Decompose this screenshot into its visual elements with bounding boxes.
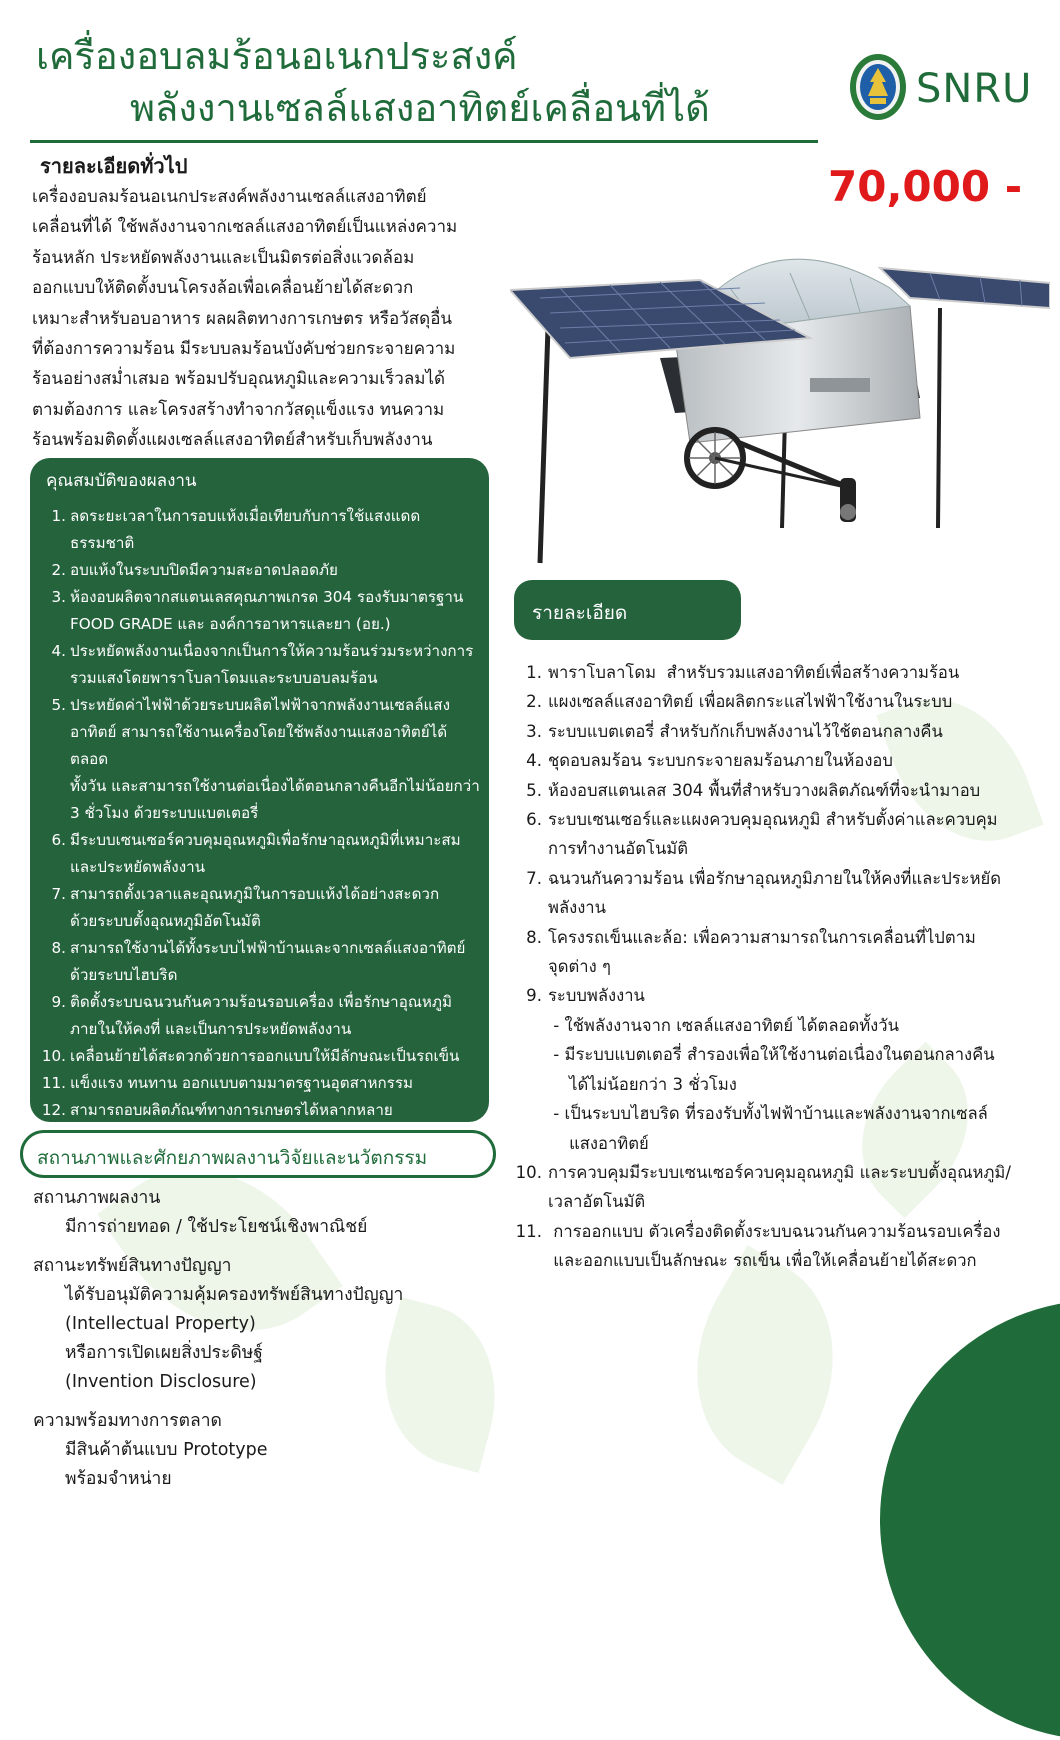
detail-text: พลังงาน xyxy=(548,898,606,918)
status-line: (Invention Disclosure) xyxy=(65,1372,257,1392)
detail-number: 7. xyxy=(526,868,542,888)
details-list xyxy=(508,658,1048,1276)
detail-item xyxy=(508,746,1048,775)
feature-text: สามารถอบผลิตภัณฑ์ทางการเกษตรได้หลากหลาย xyxy=(70,1101,393,1119)
status-line: มีสินค้าต้นแบบ Prototype xyxy=(65,1440,268,1460)
university-logo-text: SNRU xyxy=(916,66,1033,112)
feature-text: ติดตั้งระบบฉนวนกันความร้อนรอบเครื่อง เพื่อรักษาอุณหภูมิ xyxy=(70,993,452,1011)
detail-text: ระบบพลังงาน xyxy=(548,986,645,1006)
feature-text: อาทิตย์ สามารถใช้งานเครื่องโดยใช้พลังงานแสงอาทิตย์ได้ตลอด xyxy=(70,723,448,768)
feature-number: 3. xyxy=(51,588,66,606)
detail-number: 6. xyxy=(526,810,542,830)
detail-text: ได้ไม่น้อยกว่า 3 ชั่วโมง xyxy=(548,1074,737,1094)
feature-text: แข็งแรง ทนทาน ออกแบบตามมาตรฐานอุตสาหกรรม xyxy=(70,1074,413,1092)
status-heading-pill xyxy=(20,1130,496,1178)
title-divider xyxy=(30,140,818,143)
description-line: เหมาะสำหรับอบอาหาร ผลผลิตทางการเกษตร หรือวัสดุอื่น xyxy=(32,308,453,329)
price-label: 70,000 - xyxy=(828,162,1023,211)
section-gap xyxy=(33,1242,503,1252)
feature-text: ภายในให้คงที่ และเป็นการประหยัดพลังงาน xyxy=(70,1020,352,1038)
feature-item xyxy=(30,827,489,881)
feature-number: 6. xyxy=(51,831,66,849)
detail-number: 1. xyxy=(526,663,542,682)
feature-number: 10. xyxy=(41,1047,66,1065)
feature-number: 2. xyxy=(51,561,66,579)
feature-text: เคลื่อนย้ายได้สะดวกด้วยการออกแบบให้มีลักษณะเป็นรถเข็น xyxy=(70,1047,460,1065)
status-section xyxy=(33,1184,503,1494)
detail-text: ระบบแบตเตอรี่ สำหรับกักเก็บพลังงานไว้ใช้ตอนกลางคืน xyxy=(548,721,943,741)
feature-item xyxy=(30,1043,489,1070)
features-title: คุณสมบัติของผลงาน xyxy=(46,471,197,491)
detail-text: และออกแบบเป็นลักษณะ รถเข็น เพื่อให้เคลื่อนย้ายได้สะดวก xyxy=(548,1251,977,1271)
feature-text: ประหยัดค่าไฟฟ้าด้วยระบบผลิตไฟฟ้าจากพลังงานเซลล์แสง xyxy=(70,696,450,714)
detail-number: 11. xyxy=(515,1221,542,1241)
feature-item xyxy=(30,1070,489,1097)
detail-item xyxy=(508,776,1048,805)
detail-number: 3. xyxy=(526,721,542,741)
detail-number: 4. xyxy=(526,751,542,771)
detail-text: การควบคุมมีระบบเซนเซอร์ควบคุมอุณหภูมิ และระบบตั้งอุณหภูมิ/ xyxy=(548,1162,1011,1182)
feature-item xyxy=(30,935,489,989)
detail-item xyxy=(508,687,1048,716)
description-line: เคลื่อนที่ได้ ใช้พลังงานจากเซลล์แสงอาทิตย์เป็นแหล่งความ xyxy=(32,217,458,238)
detail-item xyxy=(508,1217,1048,1276)
detail-number: 9. xyxy=(526,986,542,1006)
detail-text: โครงรถเข็นและล้อ: เพื่อความสามารถในการเคลื่อนที่ไปตาม xyxy=(548,927,976,947)
detail-text: พาราโบลาโดม สำหรับรวมแสงอาทิตย์เพื่อสร้างความร้อน xyxy=(548,663,960,682)
detail-text: จุดต่าง ๆ xyxy=(548,957,611,977)
detail-item xyxy=(508,864,1048,923)
features-list xyxy=(30,503,489,1151)
detail-text: ห้องอบสแตนเลส 304 พื้นที่สำหรับวางผลิตภัณฑ์ที่จะนำมาอบ xyxy=(548,780,981,800)
feature-text: และประหยัดพลังงาน xyxy=(70,858,206,876)
detail-item xyxy=(508,717,1048,746)
features-panel xyxy=(30,458,489,1122)
status-subheading: สถานภาพผลงาน xyxy=(33,1188,161,1208)
feature-item xyxy=(30,881,489,935)
detail-text: เวลาอัตโนมัติ xyxy=(548,1192,646,1212)
feature-text: ทั้งวัน และสามารถใช้งานต่อเนื่องได้ตอนกลางคืนอีกไม่น้อยกว่า xyxy=(70,777,480,795)
feature-number: 7. xyxy=(51,885,66,903)
detail-text: ฉนวนกันความร้อน เพื่อรักษาอุณหภูมิภายในให้คงที่และประหยัด xyxy=(548,868,1002,888)
feature-text: มีระบบเซนเซอร์ควบคุมอุณหภูมิเพื่อรักษาอุณหภูมิที่เหมาะสม xyxy=(70,831,461,849)
feature-number: 11. xyxy=(41,1074,66,1092)
description-line: ออกแบบให้ติดตั้งบนโครงล้อเพื่อเคลื่อนย้ายได้สะดวก xyxy=(32,278,414,299)
feature-number: 12. xyxy=(41,1101,66,1119)
leaf-decoration xyxy=(653,1245,878,1485)
feature-item xyxy=(30,989,489,1043)
status-heading: สถานภาพและศักยภาพผลงานวิจัยและนวัตกรรม xyxy=(37,1147,428,1169)
feature-text: สามารถตั้งเวลาและอุณหภูมิในการอบแห้งได้อย่างสะดวก xyxy=(70,885,440,903)
detail-item xyxy=(508,805,1048,864)
feature-number: 8. xyxy=(51,939,66,957)
feature-text: สามารถใช้งานได้ทั้งระบบไฟฟ้าบ้านและจากเซลล์แสงอาทิตย์ xyxy=(70,939,466,957)
status-line: (Intellectual Property) xyxy=(65,1314,256,1334)
corner-decoration xyxy=(880,1300,1060,1740)
title-line-1: เครื่องอบลมร้อนอเนกประสงค์ xyxy=(36,34,518,78)
detail-item xyxy=(508,1158,1048,1217)
detail-item xyxy=(508,658,1048,687)
description-line: ตามต้องการ และโครงสร้างทำจากวัสดุแข็งแรง ทนความ xyxy=(32,399,445,420)
university-seal-icon xyxy=(848,52,908,122)
general-description xyxy=(32,182,502,456)
feature-text: FOOD GRADE และ องค์การอาหารและยา (อย.) xyxy=(70,615,391,633)
feature-item xyxy=(30,638,489,692)
status-line: ได้รับอนุมัติความคุ้มครองทรัพย์สินทางปัญญา xyxy=(65,1285,404,1305)
general-details-heading: รายละเอียดทั่วไป xyxy=(40,154,188,178)
detail-number: 8. xyxy=(526,927,542,947)
detail-text: การออกแบบ ตัวเครื่องติดตั้งระบบฉนวนกันความร้อนรอบเครื่อง xyxy=(548,1221,1001,1241)
detail-text: - มีระบบแบตเตอรี่ สำรองเพื่อให้ใช้งานต่อเนื่องในตอนกลางคืน xyxy=(548,1045,995,1065)
detail-text: - ใช้พลังงานจาก เซลล์แสงอาทิตย์ ได้ตลอดทั้งวัน xyxy=(548,1015,899,1035)
feature-number: 5. xyxy=(51,696,66,714)
detail-text: แผงเซลล์แสงอาทิตย์ เพื่อผลิตกระแสไฟฟ้าใช้งานในระบบ xyxy=(548,692,953,712)
detail-text: แสงอาทิตย์ xyxy=(548,1133,649,1153)
detail-text: ระบบเซนเซอร์และแผงควบคุมอุณหภูมิ สำหรับตั้งค่าและควบคุม xyxy=(548,810,998,830)
feature-item xyxy=(30,692,489,827)
feature-text: รวมแสงโดยพาราโบลาโดมและระบบอบลมร้อน xyxy=(70,669,378,687)
details-heading-pill xyxy=(514,580,741,640)
feature-number: 9. xyxy=(51,993,66,1011)
detail-number: 5. xyxy=(526,780,542,800)
page-title xyxy=(30,30,830,134)
feature-number: 4. xyxy=(51,642,66,660)
description-line: ร้อนอย่างสม่ำเสมอ พร้อมปรับอุณหภูมิและความเร็วลมได้ xyxy=(32,369,446,390)
detail-number: 10. xyxy=(515,1162,542,1182)
status-line: มีการถ่ายทอด / ใช้ประโยชน์เชิงพาณิชย์ xyxy=(65,1217,368,1237)
detail-item xyxy=(508,981,1048,1157)
detail-number: 2. xyxy=(526,692,542,712)
status-line: พร้อมจำหน่าย xyxy=(65,1469,172,1489)
feature-item xyxy=(30,557,489,584)
description-line: เครื่องอบลมร้อนอเนกประสงค์พลังงานเซลล์แสงอาทิตย์ xyxy=(32,187,427,207)
description-line: ร้อนพร้อมติดตั้งแผงเซลล์แสงอาทิตย์สำหรับเก็บพลังงาน xyxy=(32,430,433,451)
status-subheading: ความพร้อมทางการตลาด xyxy=(33,1411,222,1431)
details-heading: รายละเอียด xyxy=(532,602,628,624)
status-line: หรือการเปิดเผยสิ่งประดิษฐ์ xyxy=(65,1343,263,1363)
feature-text: ธรรมชาติ xyxy=(70,534,135,552)
description-line: ที่ต้องการความร้อน มีระบบลมร้อนบังคับช่วยกระจายความ xyxy=(32,339,456,360)
feature-text: ลดระยะเวลาในการอบแห้งเมื่อเทียบกับการใช้แสงแดด xyxy=(70,507,421,525)
detail-text: การทำงานอัตโนมัติ xyxy=(548,839,689,859)
detail-text: - เป็นระบบไฮบริด ที่รองรับทั้งไฟฟ้าบ้านและพลังงานจากเซลล์ xyxy=(548,1104,988,1124)
feature-text: ด้วยระบบตั้งอุณหภูมิอัตโนมัติ xyxy=(70,912,261,930)
feature-text: ด้วยระบบไฮบริด xyxy=(70,966,178,984)
solar-dryer-cart-image xyxy=(510,228,1050,568)
feature-item xyxy=(30,584,489,638)
detail-text: ชุดอบลมร้อน ระบบกระจายลมร้อนภายในห้องอบ xyxy=(548,751,893,771)
description-line: ร้อนหลัก ประหยัดพลังงานและเป็นมิตรต่อสิ่งแวดล้อม xyxy=(32,247,415,268)
section-gap xyxy=(33,1397,503,1407)
title-line-2: พลังงานเซลล์แสงอาทิตย์เคลื่อนที่ได้ xyxy=(130,86,710,130)
detail-item xyxy=(508,923,1048,982)
status-subheading: สถานะทรัพย์สินทางปัญญา xyxy=(33,1256,232,1276)
feature-text: อบแห้งในระบบปิดมีความสะอาดปลอดภัย xyxy=(70,561,338,579)
feature-item xyxy=(30,503,489,557)
feature-number: 1. xyxy=(51,507,66,525)
feature-text: ห้องอบผลิตจากสแตนเลสคุณภาพเกรด 304 รองรับมาตรฐาน xyxy=(70,588,464,606)
feature-text: 3 ชั่วโมง ด้วยระบบแบตเตอรี่ xyxy=(70,804,259,822)
feature-text: ประหยัดพลังงานเนื่องจากเป็นการให้ความร้อนร่วมระหว่างการ xyxy=(70,642,474,660)
